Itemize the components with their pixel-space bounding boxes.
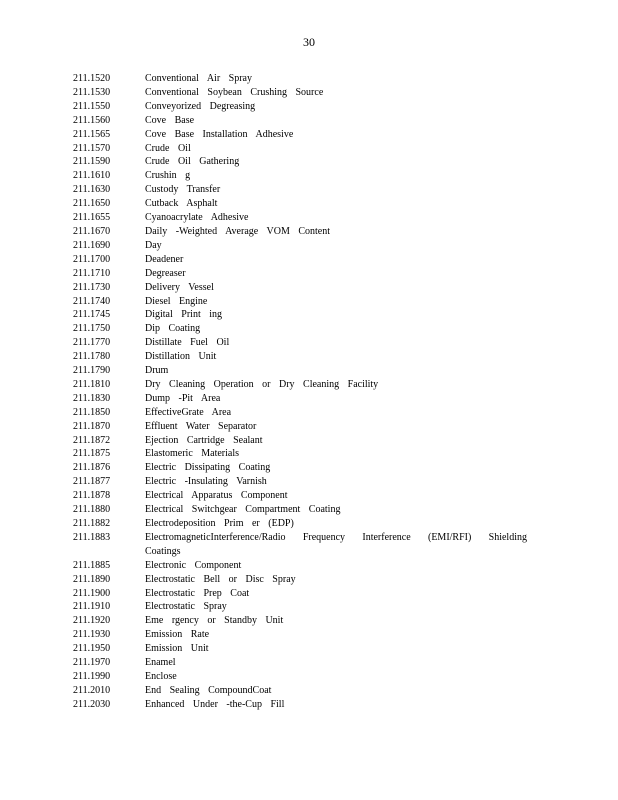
section-number: 211.1590 xyxy=(73,156,111,168)
definition-entry xyxy=(73,573,533,587)
defined-term: Digital Print ing xyxy=(145,309,222,321)
definition-entry xyxy=(73,378,533,392)
section-number: 211.1730 xyxy=(73,281,111,293)
defined-term: Electrostatic Spray xyxy=(145,601,227,613)
section-number: 211.1520 xyxy=(73,73,111,84)
definition-entry xyxy=(73,281,533,295)
defined-term: Crude Oil xyxy=(145,142,191,154)
section-number: 211.1883 xyxy=(73,531,111,543)
definition-entry xyxy=(73,364,533,378)
definition-entry xyxy=(73,642,533,656)
definition-entry xyxy=(73,225,533,239)
section-number: 211.1710 xyxy=(73,267,111,279)
definition-entry xyxy=(73,253,533,267)
defined-term: Conveyorized Degreasing xyxy=(145,100,256,112)
definition-entry xyxy=(73,614,533,628)
defined-term: Delivery Vessel xyxy=(145,281,214,293)
defined-term: Distillate Fuel Oil xyxy=(145,337,230,349)
section-number: 211.1780 xyxy=(73,351,111,363)
definition-entry xyxy=(73,72,533,86)
section-number: 211.1630 xyxy=(73,184,111,196)
section-number: 211.1876 xyxy=(73,462,111,474)
definition-entry xyxy=(73,531,533,559)
defined-term: Diesel Engine xyxy=(145,295,208,307)
section-number: 211.1830 xyxy=(73,392,111,404)
defined-term: Cyanoacrylate Adhesive xyxy=(145,212,249,224)
section-number: 211.2010 xyxy=(73,684,111,696)
definition-entry xyxy=(73,197,533,211)
defined-term: Emission Rate xyxy=(145,629,210,641)
definition-entry xyxy=(73,684,533,698)
defined-term: Deadener xyxy=(145,253,184,265)
definition-entry xyxy=(73,503,533,517)
definition-entry xyxy=(73,155,533,169)
section-number: 211.1880 xyxy=(73,504,111,516)
defined-term: Conventional Soybean Crushing Source xyxy=(145,86,324,98)
section-number: 211.1870 xyxy=(73,420,111,432)
definition-entry xyxy=(73,392,533,406)
definition-entry xyxy=(73,670,533,684)
section-number: 211.1550 xyxy=(73,100,111,112)
definition-entry xyxy=(73,698,533,712)
defined-term: Day xyxy=(145,239,162,251)
section-number: 211.1565 xyxy=(73,128,111,140)
section-number: 211.1790 xyxy=(73,365,111,377)
defined-term: Custody Transfer xyxy=(145,184,221,196)
definitions-list xyxy=(73,72,533,712)
defined-term: Enhanced Under -the-Cup Fill xyxy=(145,698,285,710)
defined-term: Daily -Weighted Average VOM Content xyxy=(145,225,331,237)
defined-term: Electrical Switchgear Compartment Coating xyxy=(145,504,341,516)
defined-term: Crude Oil Gathering xyxy=(145,156,240,168)
defined-term: Electrostatic Prep Coat xyxy=(145,587,250,599)
definition-entry xyxy=(73,587,533,601)
defined-term: End Sealing CompoundCoat xyxy=(145,684,272,696)
definition-entry xyxy=(73,447,533,461)
defined-term: Elastomeric Materials xyxy=(145,448,240,460)
section-number: 211.1810 xyxy=(73,378,111,390)
defined-term: ElectromagneticInterference/Radio Frequency Interference (EMI/RFI) Shielding Coatings xyxy=(145,531,527,557)
section-number: 211.1690 xyxy=(73,239,111,251)
defined-term: Dump -Pit Area xyxy=(145,392,221,404)
definition-entry xyxy=(73,267,533,281)
section-number: 211.1530 xyxy=(73,86,111,98)
section-number: 211.1570 xyxy=(73,142,111,154)
defined-term: Enclose xyxy=(145,670,177,682)
section-number: 211.1745 xyxy=(73,309,111,321)
definition-entry xyxy=(73,600,533,614)
section-number: 211.1890 xyxy=(73,573,111,585)
section-number: 211.1560 xyxy=(73,114,111,126)
definition-entry xyxy=(73,100,533,114)
definition-entry xyxy=(73,350,533,364)
section-number: 211.1900 xyxy=(73,587,111,599)
defined-term: Enamel xyxy=(145,657,176,669)
definition-entry xyxy=(73,183,533,197)
definition-entry xyxy=(73,114,533,128)
definition-entry xyxy=(73,559,533,573)
section-number: 211.1700 xyxy=(73,253,111,265)
defined-term: Electric -Insulating Varnish xyxy=(145,476,267,488)
defined-term: Degreaser xyxy=(145,267,186,279)
section-number: 211.1990 xyxy=(73,670,111,682)
section-number: 211.1875 xyxy=(73,448,111,460)
definition-entry xyxy=(73,628,533,642)
section-number: 211.1872 xyxy=(73,434,111,446)
defined-term: Electronic Component xyxy=(145,559,242,571)
defined-term: Emission Unit xyxy=(145,643,209,655)
definition-entry xyxy=(73,142,533,156)
section-number: 211.1610 xyxy=(73,170,111,182)
defined-term: Distillation Unit xyxy=(145,351,217,363)
definition-entry xyxy=(73,461,533,475)
definition-entry xyxy=(73,239,533,253)
section-number: 211.1930 xyxy=(73,629,111,641)
section-number: 211.1770 xyxy=(73,337,111,349)
section-number: 211.1920 xyxy=(73,615,111,627)
defined-term: Conventional Air Spray xyxy=(145,73,252,84)
defined-term: EffectiveGrate Area xyxy=(145,406,232,418)
section-number: 211.1885 xyxy=(73,559,111,571)
defined-term: Electrical Apparatus Component xyxy=(145,490,288,502)
definition-entry xyxy=(73,420,533,434)
section-number: 211.1910 xyxy=(73,601,111,613)
definition-entry xyxy=(73,336,533,350)
defined-term: Ejection Cartridge Sealant xyxy=(145,434,263,446)
defined-term: Electrodeposition Prim er (EDP) xyxy=(145,518,294,529)
defined-term: Crushin g xyxy=(145,170,191,182)
defined-term: Cutback Asphalt xyxy=(145,198,218,210)
defined-term: Electric Dissipating Coating xyxy=(145,462,271,474)
section-number: 211.1878 xyxy=(73,490,111,502)
definition-entry xyxy=(73,475,533,489)
section-number: 211.1650 xyxy=(73,198,111,210)
definition-entry xyxy=(73,434,533,448)
definition-entry xyxy=(73,308,533,322)
defined-term: Electrostatic Bell or Disc Spray xyxy=(145,573,296,585)
section-number: 211.1655 xyxy=(73,212,111,224)
section-number: 211.1670 xyxy=(73,225,111,237)
definition-entry xyxy=(73,406,533,420)
definition-entry xyxy=(73,169,533,183)
section-number: 211.1750 xyxy=(73,323,111,335)
definition-entry xyxy=(73,489,533,503)
defined-term: Eme rgency or Standby Unit xyxy=(145,615,284,627)
defined-term: Cove Base xyxy=(145,114,195,126)
defined-term: Dry Cleaning Operation or Dry Cleaning Facility xyxy=(145,378,379,390)
defined-term: Dip Coating xyxy=(145,323,201,335)
definition-entry xyxy=(73,128,533,142)
definition-entry xyxy=(73,517,533,531)
defined-term: Effluent Water Separator xyxy=(145,420,257,432)
section-number: 211.1850 xyxy=(73,406,111,418)
definition-entry xyxy=(73,86,533,100)
defined-term: Cove Base Installation Adhesive xyxy=(145,128,294,140)
definition-entry xyxy=(73,322,533,336)
section-number: 211.1882 xyxy=(73,518,111,529)
section-number: 211.1970 xyxy=(73,657,111,669)
section-number: 211.1740 xyxy=(73,295,111,307)
section-number: 211.1950 xyxy=(73,643,111,655)
definition-entry xyxy=(73,295,533,309)
page-number: 30 xyxy=(303,35,315,49)
definition-entry xyxy=(73,211,533,225)
section-number: 211.2030 xyxy=(73,698,111,710)
definition-entry xyxy=(73,656,533,670)
section-number: 211.1877 xyxy=(73,476,111,488)
defined-term: Drum xyxy=(145,365,169,377)
